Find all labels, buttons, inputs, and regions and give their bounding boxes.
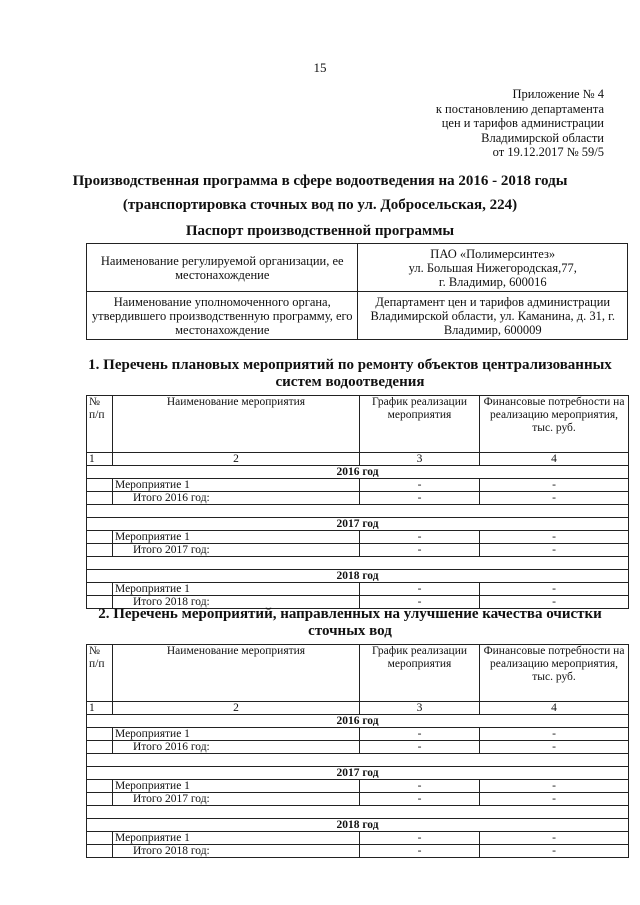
item-name: Мероприятие 1 [113,583,360,596]
year-row: 2017 год [87,518,629,531]
item-schedule: - [360,583,480,596]
header-finance: Финансовые потребности на реализацию мероприятия, тыс. руб. [480,645,629,702]
spacer-row [87,505,629,518]
appendix-line: Владимирской области [481,130,604,145]
item-name: Мероприятие 1 [113,728,360,741]
passport-table [86,243,628,340]
total-name: Итого 2018 год: [113,845,360,858]
header-name: Наименование мероприятия [113,396,360,453]
total-name: Итого 2016 год: [113,741,360,754]
total-name: Итого 2018 год: [113,596,360,609]
item-schedule: - [360,832,480,845]
colnum-2: 2 [113,453,360,466]
colnum-4: 4 [480,702,629,715]
total-schedule: - [360,492,480,505]
item-schedule: - [360,479,480,492]
total-schedule: - [360,596,480,609]
header-num: № п/п [87,396,113,453]
page-number: 15 [313,60,327,75]
section-2-table [86,644,629,858]
appendix-line: Приложение № 4 [512,87,604,101]
year-row: 2018 год [87,819,629,832]
document-subtitle: (транспортировка сточных вод по ул. Добросельская, 224) [122,197,518,213]
colnum-3: 3 [360,702,480,715]
item-schedule: - [360,728,480,741]
total-finance: - [480,845,629,858]
header-name: Наименование мероприятия [113,645,360,702]
header-schedule: График реализации мероприятия [360,645,480,702]
section-2-title: 2. Перечень мероприятий, направленных на улучшение качества очистки сточных вод [98,606,602,639]
item-name: Мероприятие 1 [113,780,360,793]
header-schedule: График реализации мероприятия [360,396,480,453]
table-cell-empty [87,479,113,492]
total-finance: - [480,741,629,754]
total-name: Итого 2017 год: [113,793,360,806]
year-row: 2017 год [87,767,629,780]
spacer-row [87,806,629,819]
item-finance: - [480,479,629,492]
year-row: 2018 год [87,570,629,583]
colnum-1: 1 [87,453,113,466]
table-cell-empty [87,492,113,505]
item-finance: - [480,728,629,741]
item-finance: - [480,583,629,596]
year-row: 2016 год [87,715,629,728]
appendix-line: цен и тарифов администрации [441,116,604,130]
colnum-1: 1 [87,702,113,715]
total-schedule: - [360,793,480,806]
item-schedule: - [360,780,480,793]
colnum-3: 3 [360,453,480,466]
year-row: 2016 год [87,466,629,479]
table-cell-empty [87,780,113,793]
total-schedule: - [360,845,480,858]
item-finance: - [480,531,629,544]
table-cell-empty [87,793,113,806]
total-finance: - [480,596,629,609]
colnum-4: 4 [480,453,629,466]
passport-org-value [358,244,628,292]
table-cell-empty [87,832,113,845]
total-name: Итого 2017 год: [113,544,360,557]
appendix-block [436,87,604,160]
table-cell-empty [87,544,113,557]
header-finance: Финансовые потребности на реализацию мероприятия, тыс. руб. [480,396,629,453]
table-cell-empty [87,531,113,544]
table-cell-empty [87,583,113,596]
item-name: Мероприятие 1 [113,531,360,544]
passport-org-line: ул. Большая Нижегородская,77, [408,260,577,275]
total-finance: - [480,544,629,557]
total-schedule: - [360,741,480,754]
header-num: № п/п [87,645,113,702]
item-schedule: - [360,531,480,544]
section-1-title: 1. Перечень плановых мероприятий по ремонту объектов централизованных систем водоотведения [88,357,612,390]
spacer-row [87,754,629,767]
colnum-2: 2 [113,702,360,715]
section-1-table [86,395,629,609]
table-cell-empty [87,741,113,754]
spacer-row [87,557,629,570]
item-finance: - [480,780,629,793]
passport-org-line: г. Владимир, 600016 [438,274,547,289]
item-name: Мероприятие 1 [113,479,360,492]
passport-authority-label: Наименование уполномоченного органа, утвердившего производственную программу, его местонахождение [87,292,358,340]
total-finance: - [480,492,629,505]
appendix-line: к постановлению департамента [435,101,604,116]
item-name: Мероприятие 1 [113,832,360,845]
total-finance: - [480,793,629,806]
passport-org-label: Наименование регулируемой организации, ее местонахождение [87,244,358,292]
table-cell-empty [87,845,113,858]
document-title: Производственная программа в сфере водоотведения на 2016 - 2018 годы [72,173,568,189]
passport-heading: Паспорт производственной программы [185,223,455,239]
item-finance: - [480,832,629,845]
table-cell-empty [87,728,113,741]
appendix-line: от 19.12.2017 № 59/5 [492,145,604,159]
passport-org-line: ПАО «Полимерсинтез» [430,246,556,261]
total-name: Итого 2016 год: [113,492,360,505]
passport-authority-value: Департамент цен и тарифов администрации Владимирской области, ул. Каманина, д. 31, г. Владимир, 600009 [358,292,628,340]
total-schedule: - [360,544,480,557]
